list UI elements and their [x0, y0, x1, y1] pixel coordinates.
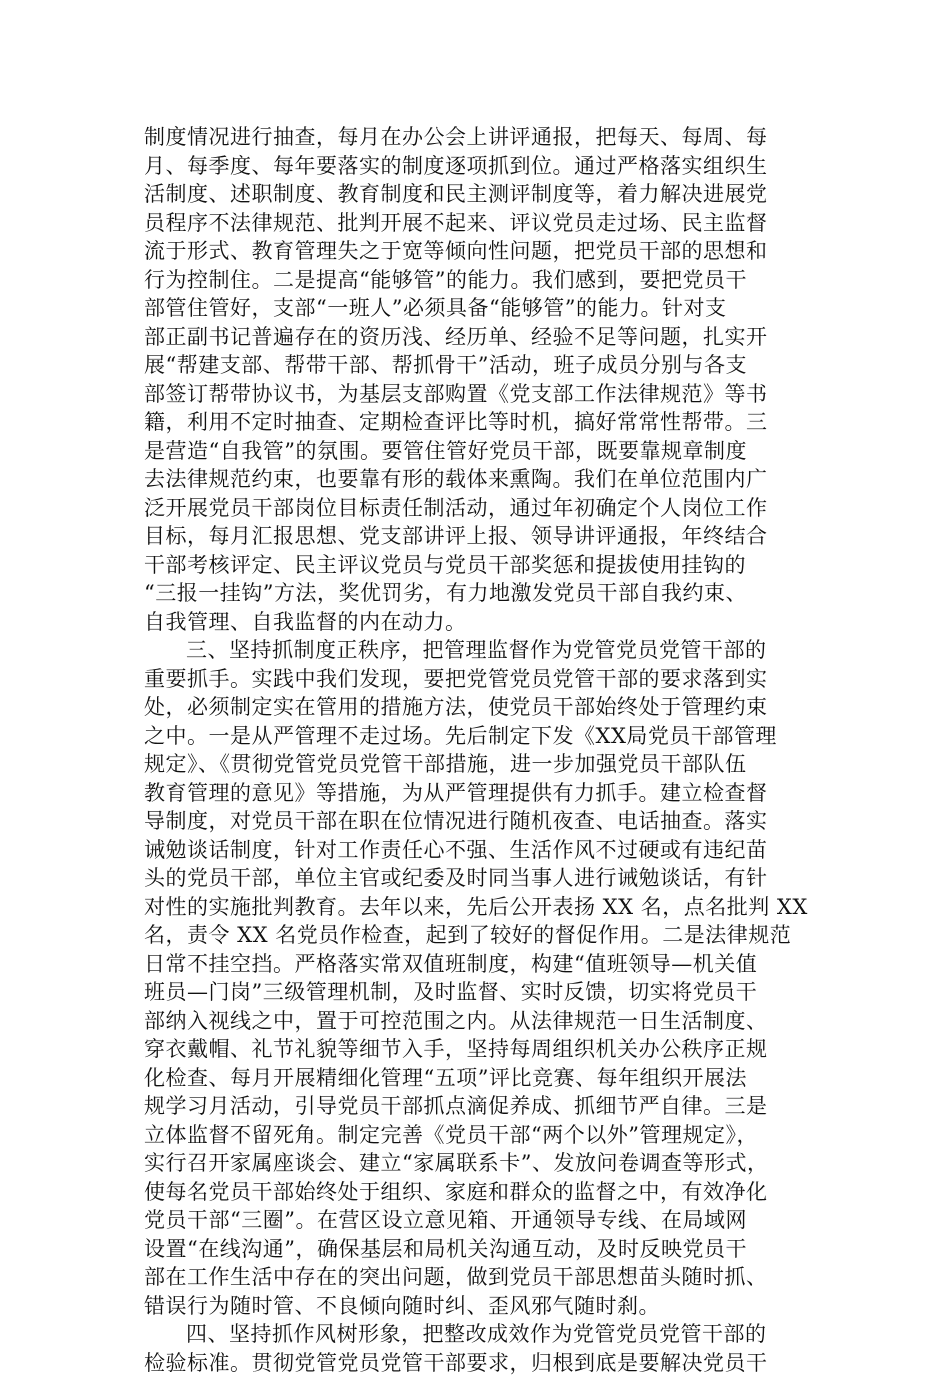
text-line: 之中。一是从严管理不走过场。先后制定下发《XX局党员干部管理: [144, 722, 816, 751]
text-line: 员程序不法律规范、批判开展不起来、评议党员走过场、民主监督: [144, 209, 816, 238]
text-line: 制度情况进行抽查，每月在办公会上讲评通报，把每天、每周、每: [144, 123, 816, 152]
text-line: 自我管理、自我监督的内在动力。: [144, 608, 816, 637]
text-line: 流于形式、教育管理失之于宽等倾向性问题，把党员干部的思想和: [144, 237, 816, 266]
text-line: “三报一挂钩”方法，奖优罚劣，有力地激发党员干部自我约束、: [144, 579, 816, 608]
text-line: 干部考核评定、民主评议党员与党员干部奖惩和提拔使用挂钩的: [144, 551, 816, 580]
text-line: 部管住管好，支部“一班人”必须具备“能够管”的能力。针对支: [144, 294, 816, 323]
text-line: 目标，每月汇报思想、党支部讲评上报、领导讲评通报，年终结合: [144, 522, 816, 551]
text-line: 立体监督不留死角。制定完善《党员干部“两个以外”管理规定》，: [144, 1121, 816, 1150]
text-line: 部纳入视线之中，置于可控范围之内。从法律规范一日生活制度、: [144, 1007, 816, 1036]
text-line: 检验标准。贯彻党管党员党管干部要求，归根到底是要解决党员干: [144, 1349, 816, 1377]
document-body: [144, 123, 816, 1377]
text-line: 错误行为随时管、不良倾向随时纠、歪风邪气随时刹。: [144, 1292, 816, 1321]
text-line: 展“帮建支部、帮带干部、帮抓骨干”活动，班子成员分别与各支: [144, 351, 816, 380]
text-line: 名，责令 XX 名党员作检查，起到了较好的督促作用。二是法律规范: [144, 921, 816, 950]
text-line: 教育管理的意见》等措施，为从严管理提供有力抓手。建立检查督: [144, 779, 816, 808]
text-line: 使每名党员干部始终处于组织、家庭和群众的监督之中，有效净化: [144, 1178, 816, 1207]
paragraph-start-line: 四、坚持抓作风树形象，把整改成效作为党管党员党管干部的: [144, 1320, 816, 1349]
text-line: 规学习月活动，引导党员干部抓点滴促养成、抓细节严自律。三是: [144, 1092, 816, 1121]
text-line: 是营造“自我管”的氛围。要管住管好党员干部，既要靠规章制度: [144, 437, 816, 466]
text-line: 重要抓手。实践中我们发现，要把党管党员党管干部的要求落到实: [144, 665, 816, 694]
text-line: 诫勉谈话制度，针对工作责任心不强、生活作风不过硬或有违纪苗: [144, 836, 816, 865]
text-line: 活制度、述职制度、教育制度和民主测评制度等，着力解决进展党: [144, 180, 816, 209]
text-line: 化检查、每月开展精细化管理“五项”评比竞赛、每年组织开展法: [144, 1064, 816, 1093]
text-line: 部签订帮带协议书，为基层支部购置《党支部工作法律规范》等书: [144, 380, 816, 409]
text-line: 导制度，对党员干部在职在位情况进行随机夜查、电话抽查。落实: [144, 807, 816, 836]
text-line: 部在工作生活中存在的突出问题，做到党员干部思想苗头随时抓、: [144, 1263, 816, 1292]
text-line: 月、每季度、每年要落实的制度逐项抓到位。通过严格落实组织生: [144, 152, 816, 181]
text-line: 部正副书记普遍存在的资历浅、经历单、经验不足等问题，扎实开: [144, 323, 816, 352]
text-line: 班员—门岗”三级管理机制，及时监督、实时反馈，切实将党员干: [144, 978, 816, 1007]
text-line: 泛开展党员干部岗位目标责任制活动，通过年初确定个人岗位工作: [144, 494, 816, 523]
text-line: 日常不挂空挡。严格落实常双值班制度，构建“值班领导—机关值: [144, 950, 816, 979]
text-line: 行为控制住。二是提高“能够管”的能力。我们感到，要把党员干: [144, 266, 816, 295]
text-line: 设置“在线沟通”，确保基层和局机关沟通互动，及时反映党员干: [144, 1235, 816, 1264]
text-line: 对性的实施批判教育。去年以来，先后公开表扬 XX 名，点名批判 XX: [144, 893, 816, 922]
text-line: 规定》、《贯彻党管党员党管干部措施，进一步加强党员干部队伍: [144, 750, 816, 779]
text-line: 籍，利用不定时抽查、定期检查评比等时机，搞好常常性帮带。三: [144, 408, 816, 437]
text-line: 去法律规范约束，也要靠有形的载体来熏陶。我们在单位范围内广: [144, 465, 816, 494]
text-line: 穿衣戴帽、礼节礼貌等细节入手，坚持每周组织机关办公秩序正规: [144, 1035, 816, 1064]
text-line: 实行召开家属座谈会、建立“家属联系卡”、发放问卷调查等形式，: [144, 1149, 816, 1178]
text-line: 处，必须制定实在管用的措施方法，使党员干部始终处于管理约束: [144, 693, 816, 722]
text-line: 党员干部“三圈”。在营区设立意见箱、开通领导专线、在局域网: [144, 1206, 816, 1235]
text-line: 头的党员干部，单位主官或纪委及时同当事人进行诫勉谈话，有针: [144, 864, 816, 893]
paragraph-start-line: 三、坚持抓制度正秩序，把管理监督作为党管党员党管干部的: [144, 636, 816, 665]
